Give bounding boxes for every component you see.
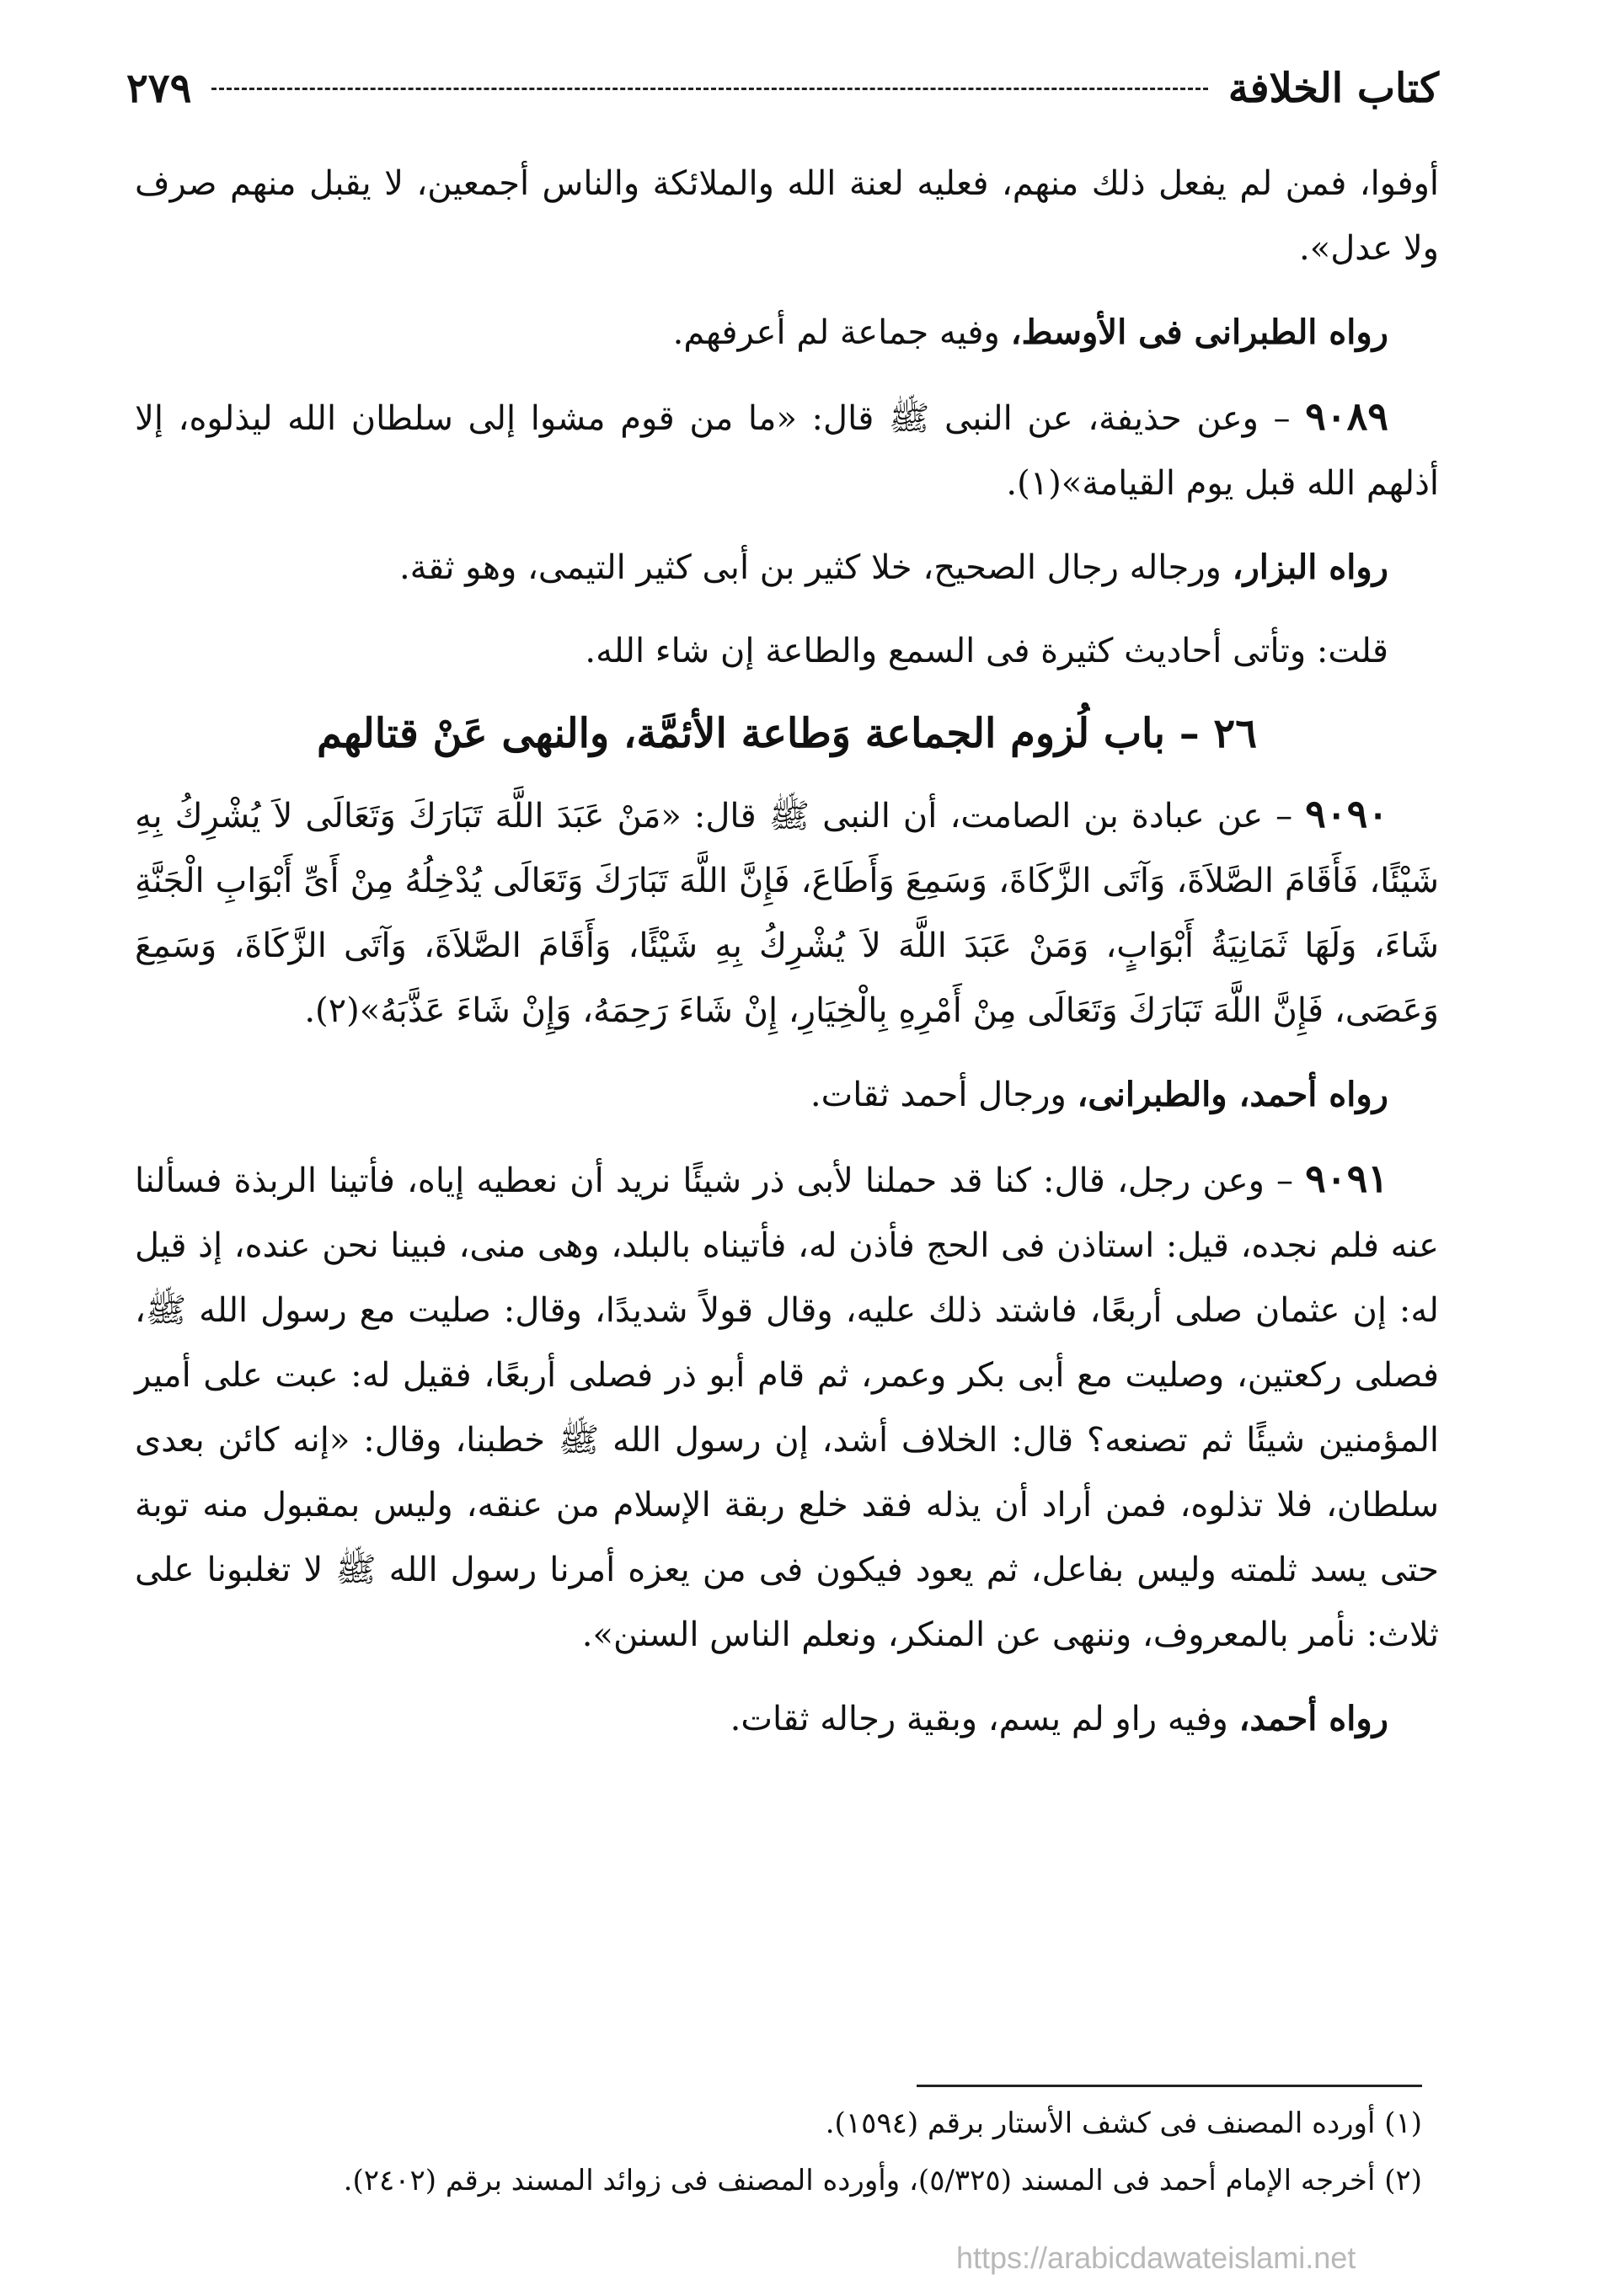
footnotes (219, 2085, 1422, 2213)
footnote-1: (١) أورده المصنف فى كشف الأستار برقم (١٥٩٤). (825, 2106, 1422, 2140)
hadith-text: – وعن رجل، قال: كنا قد حملنا لأبى ذر شيئًا نريد أن نعطيه إياه، فأتينا الربذة فسألنا عنه فلم نجده، قيل: استاذن فى الحج فأذن له، فأتيناه بالبلد، وهى منى، فبينا نحن عنده، إذ قيل له: إن عثمان صلى أربعًا، فاشتد ذلك عليه، وقال قولاً شديدًا، وقال: صليت مع رسول الله ﷺ، فصلى ركعتين، وصليت مع أبى بكر وعمر، ثم قام أبو ذر فصلى أربعًا، فقيل له: عبت على أمير المؤمنين شيئًا ثم تصنعه؟ قال: الخلاف أشد، إن رسول الله ﷺ خطبنا، وقال: «إنه كائن بعدى سلطان، فلا تذلوه، فمن أراد أن يذله فقد خلع ربقة الإسلام من عنقه، وليس بمقبول منه توبة حتى يسد ثلمته وليس بفاعل، ثم يعود فيكون فى من يعزه أمرنا رسول الله ﷺ لا تغلبونا على ثلاث: نأمر بالمعروف، وننهى عن المنكر، ونعلم الناس السنن». (135, 1161, 1439, 1654)
header-dashed-rule (211, 88, 1208, 90)
paragraph-text: ورجال أحمد ثقات. (810, 1076, 1078, 1114)
paragraph-text: وفيه راو لم يسم، وبقية رجاله ثقات. (730, 1700, 1239, 1738)
body-text (135, 152, 1439, 1770)
hadith-text: – وعن حذيفة، عن النبى ﷺ قال: «ما من قوم مشوا إلى سلطان الله ليذلوه، إلا أذلهم الله قبل يوم القيامة»(١). (135, 399, 1439, 503)
paragraph-text: ورجاله رجال الصحيح، خلا كثير بن أبى كثير التيمى، وهو ثقة. (398, 548, 1233, 587)
hadith-number: ٩٠٩٠ (1305, 791, 1388, 836)
chapter-heading: ٢٦ – باب لُزوم الجماعة وَطاعة الأئمَّة، والنهى عَنْ قتالهم (317, 710, 1257, 757)
watermark-url: https://arabicdawateislami.net (956, 2240, 1356, 2275)
paragraph-narration (135, 300, 1439, 366)
footnote-2: (٢) أخرجه الإمام أحمد فى المسند (٥/٣٢٥)، وأورده المصنف فى زوائد المسند برقم (٢٤٠٢). (343, 2164, 1422, 2197)
hadith-number: ٩٠٩١ (1305, 1156, 1388, 1201)
paragraph-text: قلت: وتأتى أحاديث كثيرة فى السمع والطاعة إن شاء الله. (585, 632, 1388, 670)
paragraph-text: أوفوا، فمن لم يفعل ذلك منهم، فعليه لعنة الله والملائكة والناس أجمعين، لا يقبل منهم صرف ولا عدل». (135, 164, 1439, 268)
paragraph-narration (135, 1686, 1439, 1752)
paragraph-narration (135, 535, 1439, 601)
narrator-source: رواه البزار، (1232, 547, 1388, 587)
paragraph-continuation (135, 152, 1439, 281)
narrator-source: رواه أحمد، (1238, 1699, 1388, 1738)
paragraph-narration (135, 1062, 1439, 1128)
paragraph-text: وفيه جماعة لم أعرفهم. (672, 313, 1011, 352)
hadith-text: – عن عبادة بن الصامت، أن النبى ﷺ قال: «مَنْ عَبَدَ اللَّهَ تَبَارَكَ وَتَعَالَى لاَ يُشْرِكُ بِهِ شَيْئًا، فَأَقَامَ الصَّلاَةَ، وَآتَى الزَّكَاةَ، وَسَمِعَ وَأَطَاعَ، فَإِنَّ اللَّهَ تَبَارَكَ وَتَعَالَى يُدْخِلُهُ مِنْ أَىِّ أَبْوَابِ الْجَنَّةِ شَاءَ، وَلَهَا ثَمَانِيَةُ أَبْوَابٍ، وَمَنْ عَبَدَ اللَّهَ لاَ يُشْرِكُ بِهِ شَيْئًا، وَأَقَامَ الصَّلاَةَ، وَآتَى الزَّكَاةَ، وَسَمِعَ وَعَصَى، فَإِنَّ اللَّهَ تَبَارَكَ وَتَعَالَى مِنْ أَمْرِهِ بِالْخِيَارِ، إِنْ شَاءَ رَحِمَهُ، وَإِنْ شَاءَ عَذَّبَهُ»(٢). (135, 797, 1439, 1030)
hadith-9090 (135, 782, 1439, 1044)
hadith-number: ٩٠٨٩ (1305, 393, 1388, 439)
hadith-9089 (135, 384, 1439, 516)
book-title: كتاب الخلافة (1227, 65, 1439, 112)
page-number: ٢٧٩ (126, 65, 192, 112)
narrator-source: رواه أحمد، والطبرانى، (1077, 1075, 1388, 1114)
running-header (126, 59, 1439, 118)
paragraph-note (135, 619, 1439, 684)
footnote-divider (917, 2085, 1422, 2087)
narrator-source: رواه الطبرانى فى الأوسط، (1010, 312, 1388, 352)
hadith-9091 (135, 1146, 1439, 1668)
